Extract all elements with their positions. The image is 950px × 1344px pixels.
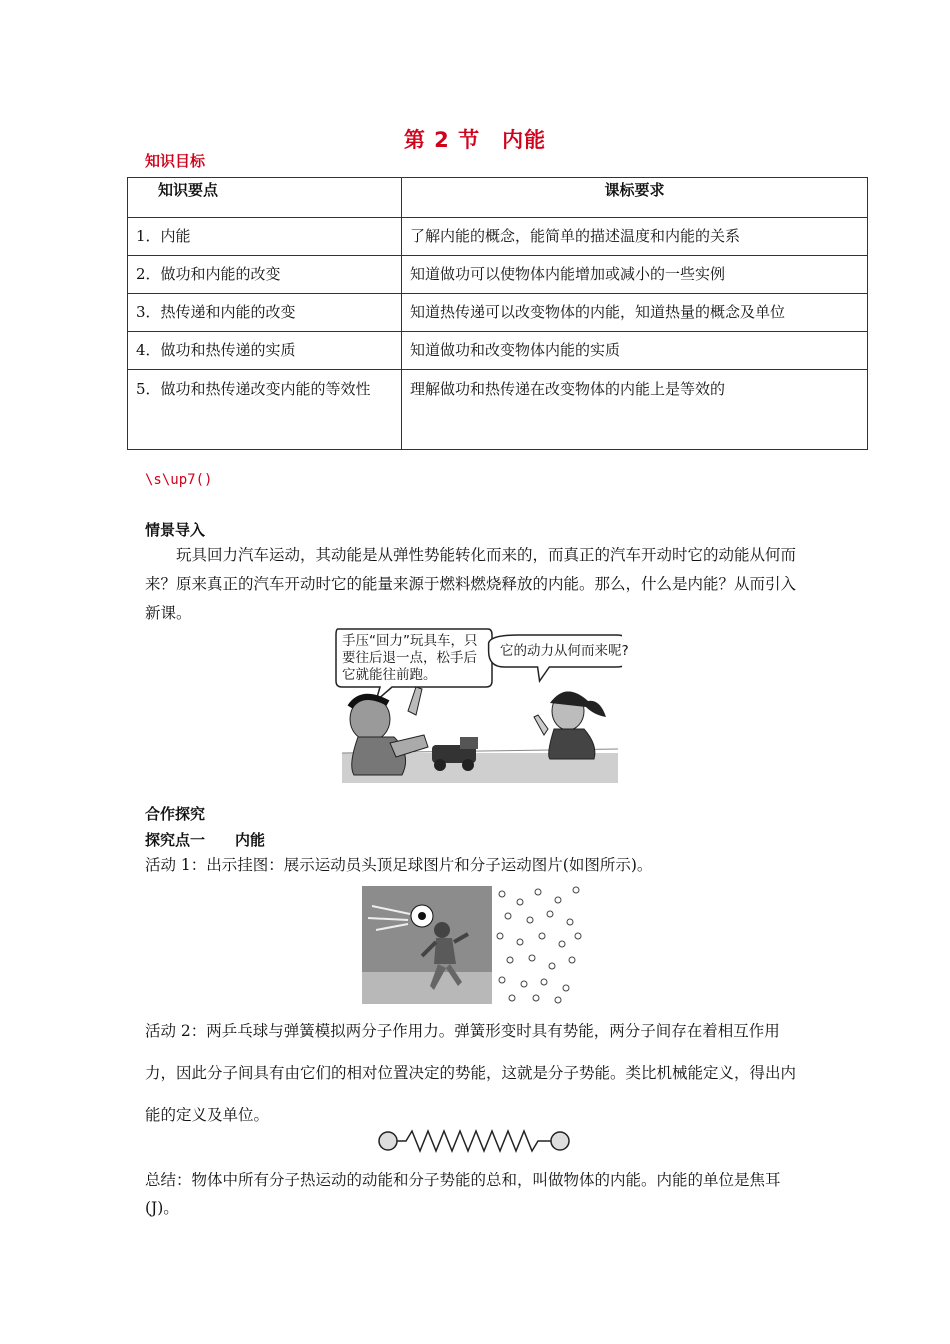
page-title: 第 2 节 内能 xyxy=(403,128,547,152)
table-row xyxy=(128,218,868,256)
code-artifact: \s\up7() xyxy=(145,472,213,488)
knowledge-goals-table xyxy=(127,177,868,450)
table-cell: 1．内能 xyxy=(128,218,402,256)
table-cell: 4．做功和热传递的实质 xyxy=(128,332,402,370)
table-cell: 知道热传递可以改变物体的内能，知道热量的概念及单位 xyxy=(402,294,868,332)
intro-paragraph: 玩具回力汽车运动，其动能是从弹性势能转化而来的，而真正的汽车开动时它的动能从何而来？原来真正的汽车开动时它的能量来源于燃料燃烧释放的内能。那么，什么是内能？从而引入新课。 xyxy=(145,546,797,622)
football-molecules-drawing xyxy=(362,886,584,1004)
activity-2: 活动 2：两乒乓球与弹簧模拟两分子作用力。弹簧形变时具有势能，两分子间存在着相互作用力，因此分子间具有由它们的相对位置决定的势能，这就是分子势能。类比机械能定义，得出内能的定义及单位。 xyxy=(145,1022,797,1124)
table-cell: 理解做功和热传递在改变物体的内能上是等效的 xyxy=(402,370,868,450)
speech-bubble-left: 手压“回力”玩具车，只要往后退一点，松手后它就能往前跑。 xyxy=(342,633,478,683)
table-cell: 知道做功和改变物体内能的实质 xyxy=(402,332,868,370)
table-header-points: 知识要点 xyxy=(128,178,402,218)
spring-balls-figure xyxy=(376,1128,572,1154)
table-row xyxy=(128,370,868,450)
intro-heading: 情景导入 xyxy=(145,521,206,539)
summary-paragraph: 总结：物体中所有分子热运动的动能和分子势能的总和，叫做物体的内能。内能的单位是焦耳(J)。 xyxy=(145,1171,781,1217)
table-header-requirements: 课标要求 xyxy=(402,178,868,218)
table-cell: 了解内能的概念，能简单的描述温度和内能的关系 xyxy=(402,218,868,256)
football-molecules-figure xyxy=(362,886,584,1004)
table-header-row xyxy=(128,178,868,218)
table-row xyxy=(128,294,868,332)
speech-bubble-right: 它的动力从何而来呢? xyxy=(500,643,629,659)
table-cell: 知道做功可以使物体内能增加或减小的一些实例 xyxy=(402,256,868,294)
table-cell: 3．热传递和内能的改变 xyxy=(128,294,402,332)
spring-drawing xyxy=(376,1128,572,1154)
toy-car-cartoon xyxy=(332,625,629,785)
activity-1: 活动 1：出示挂图：展示运动员头顶足球图片和分子运动图片(如图所示)。 xyxy=(145,856,653,874)
explore-point-heading: 探究点一 内能 xyxy=(145,831,266,849)
table-row xyxy=(128,256,868,294)
table-cell: 5．做功和热传递改变内能的等效性 xyxy=(128,370,402,450)
table-row xyxy=(128,332,868,370)
explore-heading: 合作探究 xyxy=(145,805,206,823)
knowledge-goals-label: 知识目标 xyxy=(145,152,206,170)
table-cell: 2．做功和内能的改变 xyxy=(128,256,402,294)
